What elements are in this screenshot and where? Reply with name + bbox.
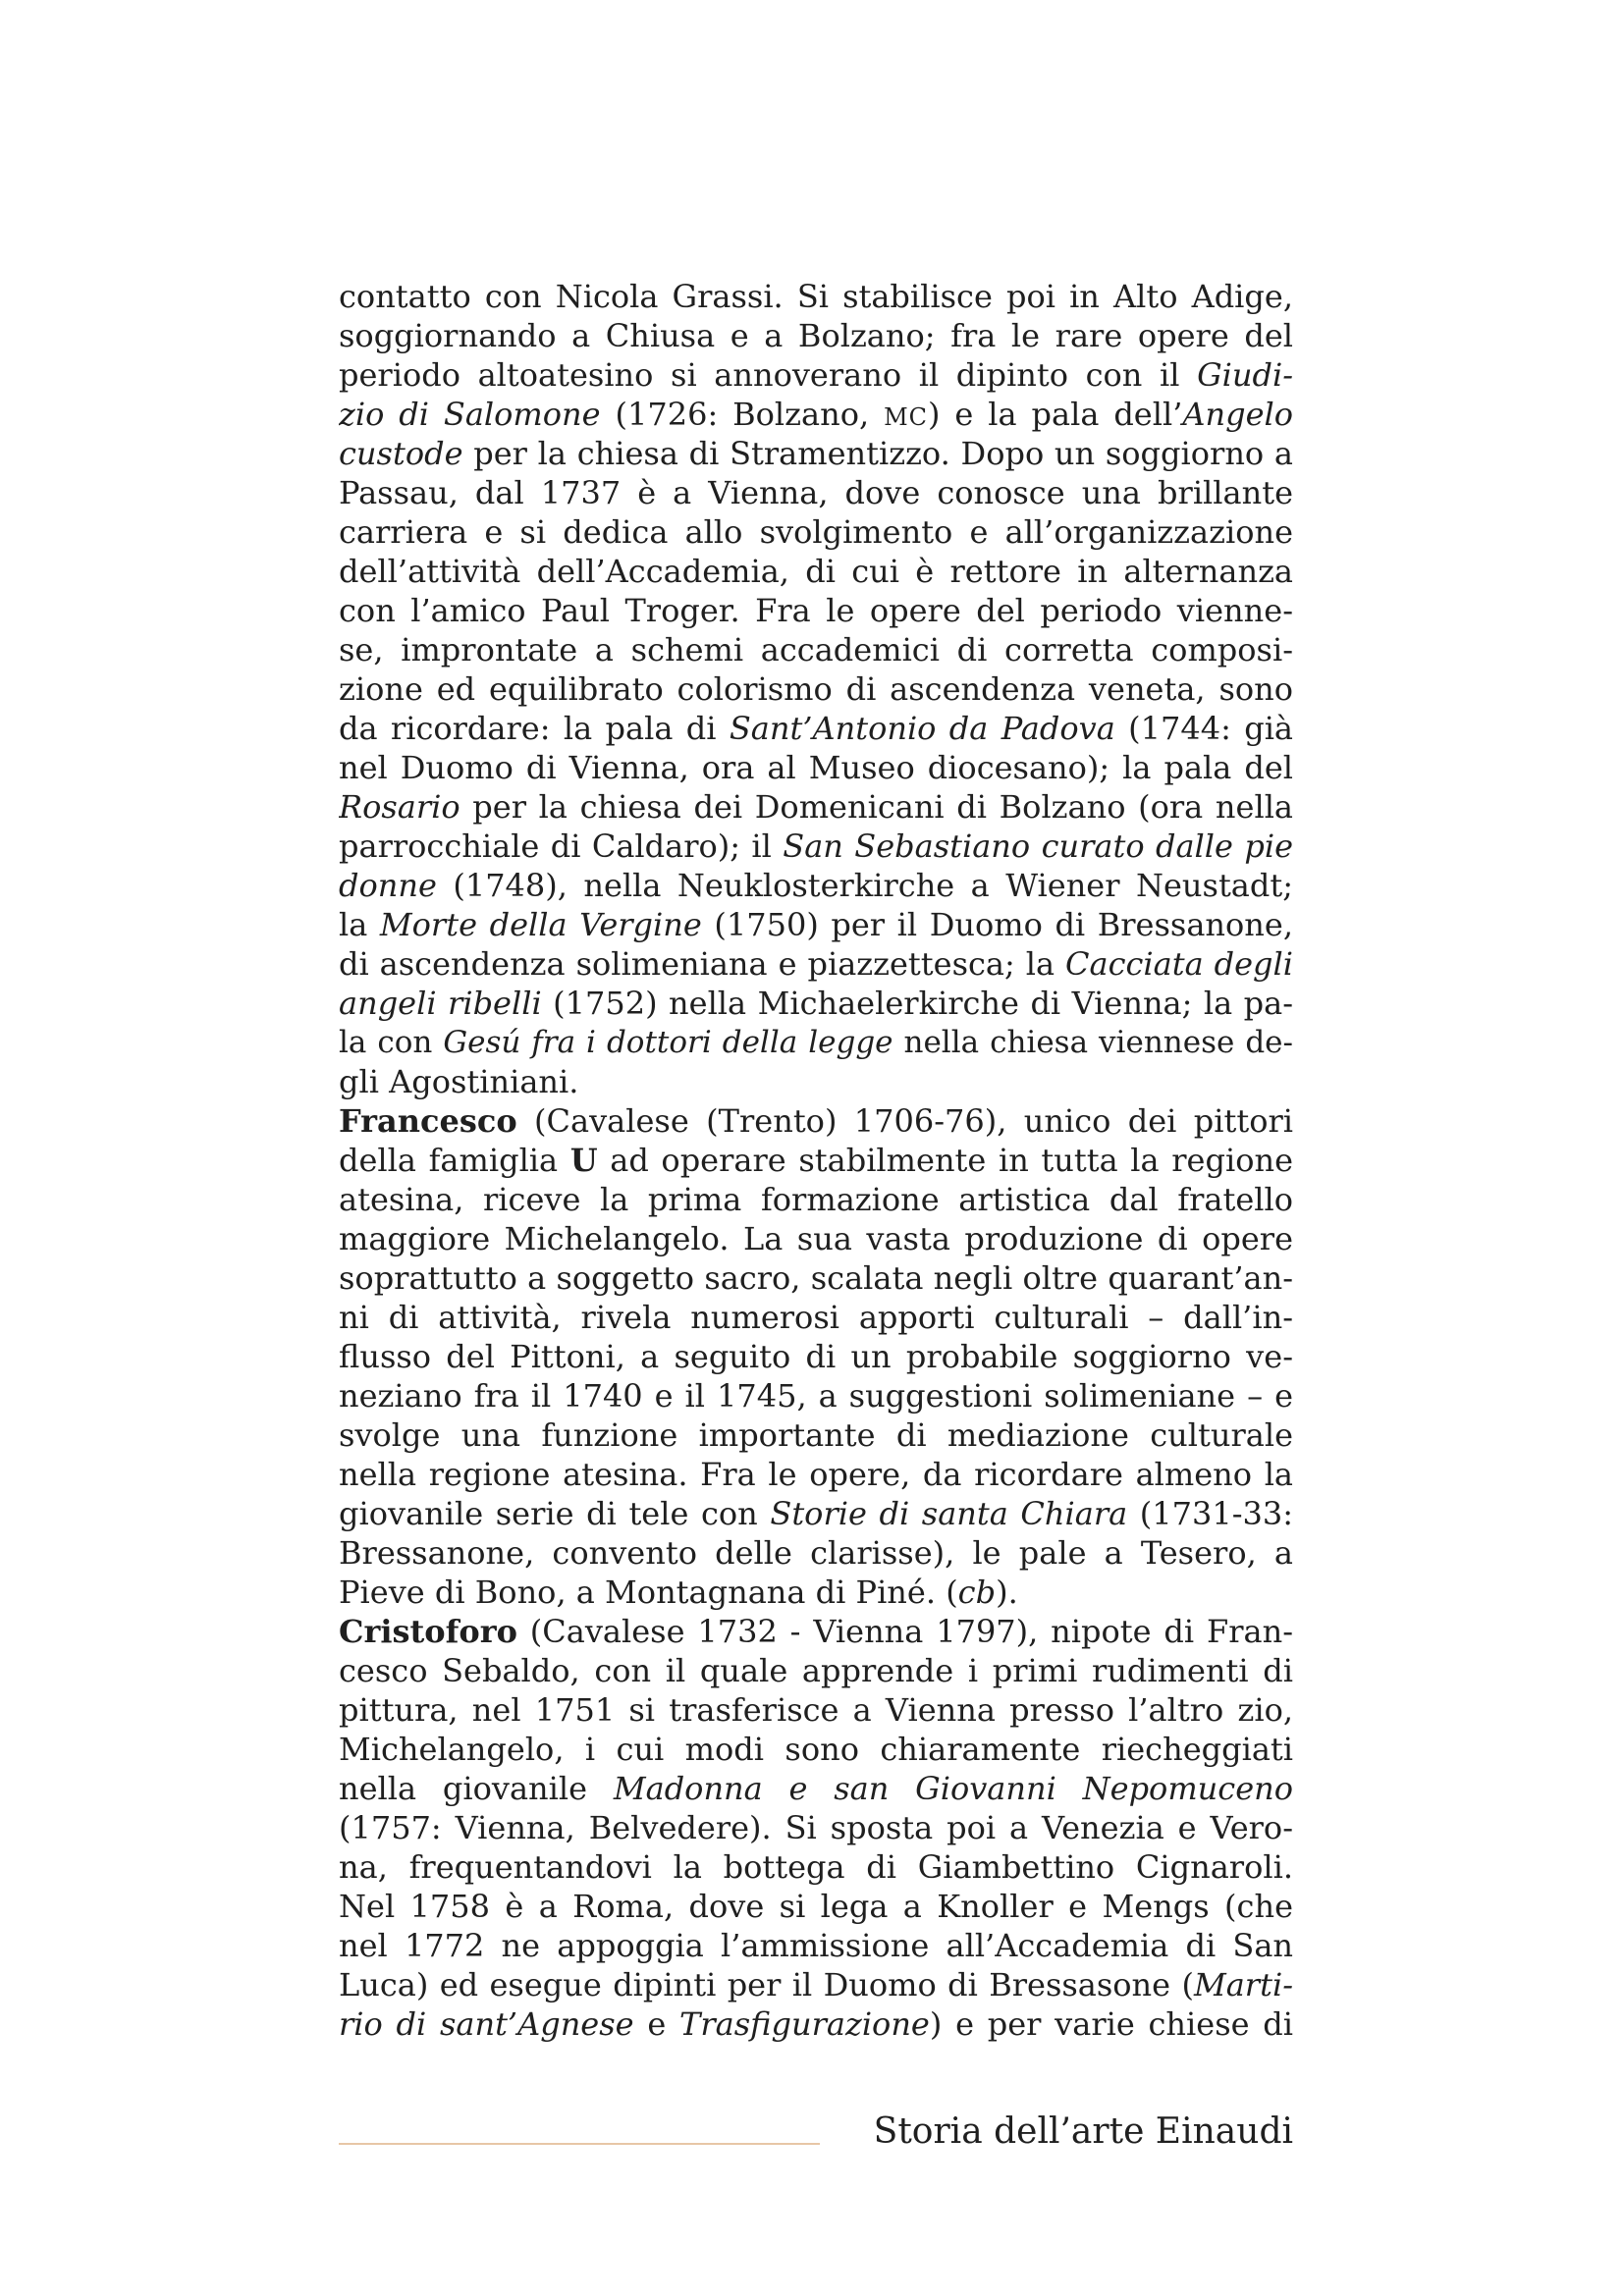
line-inner <box>339 670 1293 708</box>
footer-title: Storia dell’arte Einaudi <box>873 2111 1293 2152</box>
line-inner <box>339 1142 1293 1179</box>
text-line <box>339 1533 1293 1573</box>
text-run: cesco Sebaldo, con il quale apprende i primi rudimenti di <box>339 1652 1293 1689</box>
text-line <box>339 1808 1293 1847</box>
text-run: maggiore Michelangelo. La sua vasta produzione di opere <box>339 1220 1293 1257</box>
line-inner <box>339 1888 1293 1925</box>
text-line <box>339 434 1293 473</box>
text-run: e <box>633 2005 679 2043</box>
text-line <box>339 669 1293 709</box>
text-line <box>339 1769 1293 1808</box>
line-inner <box>339 1809 1293 1846</box>
text-run: per la chiesa dei Domenicani di Bolzano (ora nella <box>460 788 1293 826</box>
text-run: Francesco <box>339 1102 517 1140</box>
line-inner <box>339 1574 1018 1611</box>
text-run: Marti- <box>1193 1966 1293 2003</box>
text-line <box>339 1573 1293 1612</box>
text-line <box>339 1023 1293 1062</box>
line-inner <box>339 1848 1293 1886</box>
line-inner <box>339 435 1293 472</box>
line-inner <box>339 356 1293 394</box>
text-line <box>339 1847 1293 1887</box>
text-run: soggiornando a Chiusa e a Bolzano; fra le rare opere del <box>339 317 1293 354</box>
text-line <box>339 473 1293 512</box>
text-line <box>339 1455 1293 1494</box>
text-run: Storie di santa Chiara <box>770 1495 1128 1532</box>
text-line <box>339 1298 1293 1337</box>
text-run: contatto con Nicola Grassi. Si stabilisce poi in Alto Adige, <box>339 278 1293 315</box>
text-run: nel Duomo di Vienna, ora al Museo diocesano); la pala del <box>339 749 1293 786</box>
text-run: soprattutto a soggetto sacro, scalata negli oltre quarant’an- <box>339 1259 1293 1297</box>
text-run: (1752) nella Michaelerkirche di Vienna; la pa- <box>541 985 1293 1022</box>
line-inner <box>339 1927 1293 1964</box>
text-run: (1731-33: <box>1127 1495 1293 1532</box>
line-inner <box>339 553 1293 590</box>
line-inner <box>339 1770 1293 1807</box>
line-inner <box>339 867 1293 904</box>
line-inner <box>339 1220 1293 1257</box>
text-run: nella giovanile <box>339 1770 614 1807</box>
text-run: rio di sant’Agnese <box>339 2005 634 2043</box>
text-run: Bressanone, convento delle clarisse), le pale a Tesero, a <box>339 1534 1293 1572</box>
line-inner <box>339 1259 1293 1297</box>
line-inner <box>339 1495 1293 1532</box>
text-line <box>339 1965 1293 2004</box>
text-line <box>339 552 1293 591</box>
text-line <box>339 1651 1293 1690</box>
line-inner <box>339 1731 1293 1768</box>
line-inner <box>339 1456 1293 1493</box>
text-run: della famiglia <box>339 1142 570 1179</box>
line-inner <box>339 1063 578 1100</box>
text-line <box>339 2004 1293 2044</box>
text-run: per la chiesa di Stramentizzo. Dopo un soggiorno a <box>462 435 1293 472</box>
text-run: carriera e si dedica allo svolgimento e all’organizzazione <box>339 513 1293 551</box>
line-inner <box>339 985 1293 1022</box>
text-run: ) e per varie chiese di <box>929 2005 1293 2043</box>
text-run: (1726: Bolzano, <box>600 396 885 433</box>
text-run: Madonna e san Giovanni Nepomuceno <box>613 1770 1293 1807</box>
text-run: gli Agostiniani. <box>339 1063 579 1100</box>
line-inner <box>339 906 1293 943</box>
text-run: (1748), nella Neuklosterkirche a Wiener Neustadt; <box>436 867 1293 904</box>
text-run: svolge una funzione importante di mediazione culturale <box>339 1416 1293 1454</box>
text-run: na, frequentandovi la bottega di Giambettino Cignaroli. <box>339 1848 1293 1886</box>
text-run: (1744: già <box>1114 710 1293 747</box>
line-inner <box>339 474 1293 511</box>
text-line <box>339 866 1293 905</box>
line-inner <box>339 1613 1293 1650</box>
text-run: custode <box>339 435 463 472</box>
text-run: Passau, dal 1737 è a Vienna, dove conosce una brillante <box>339 474 1293 511</box>
text-run: se, improntate a schemi accademici di corretta composi- <box>339 631 1293 668</box>
text-run: (1750) per il Duomo di Bressanone, <box>701 906 1293 943</box>
line-inner <box>339 710 1293 747</box>
text-line <box>339 1219 1293 1258</box>
text-line <box>339 984 1293 1023</box>
text-run: neziano fra il 1740 e il 1745, a suggestioni solimeniane – e <box>339 1377 1293 1415</box>
text-run: U <box>569 1142 598 1179</box>
text-line <box>339 1180 1293 1219</box>
text-line <box>339 1101 1293 1141</box>
text-run: Trasfigurazione <box>679 2005 930 2043</box>
text-run: Gesú fra i dottori della legge <box>443 1025 893 1060</box>
text-line <box>339 1337 1293 1376</box>
line-inner <box>339 945 1293 983</box>
text-run: flusso del Pittoni, a seguito di un probabile soggiorno ve- <box>339 1338 1293 1375</box>
text-line <box>339 1415 1293 1455</box>
text-line <box>339 1494 1293 1533</box>
text-run: giovanile serie di tele con <box>339 1495 771 1532</box>
line-inner <box>339 2005 1293 2043</box>
text-run: periodo altoatesino si annoverano il dipinto con il <box>339 356 1198 394</box>
text-run: Morte della Vergine <box>379 906 702 943</box>
text-run: la con <box>339 1025 444 1060</box>
line-inner <box>339 396 1293 433</box>
line-inner <box>339 1025 1293 1060</box>
line-inner <box>339 631 1293 668</box>
line-inner <box>339 278 1293 315</box>
text-run: zione ed equilibrato colorismo di ascendenza veneta, sono <box>339 670 1293 708</box>
text-line <box>339 512 1293 552</box>
text-run: nel 1772 ne appoggia l’ammissione all’Accademia di San <box>339 1927 1293 1964</box>
text-line <box>339 1690 1293 1730</box>
text-line <box>339 316 1293 355</box>
line-inner <box>339 592 1293 629</box>
line-inner <box>339 1416 1293 1454</box>
line-inner <box>339 1299 1293 1336</box>
text-run: MC <box>884 403 929 431</box>
text-run: cb <box>957 1574 997 1611</box>
text-run: dell’attività dell’Accademia, di cui è rettore in alternanza <box>339 553 1293 590</box>
text-run: nella regione atesina. Fra le opere, da ricordare almeno la <box>339 1456 1293 1493</box>
text-run: Sant’Antonio da Padova <box>729 710 1115 747</box>
line-inner <box>339 1377 1293 1415</box>
line-inner <box>339 788 1293 826</box>
text-line <box>339 748 1293 787</box>
line-inner <box>339 828 1293 865</box>
text-line <box>339 277 1293 316</box>
text-run: Angelo <box>1182 396 1293 433</box>
text-line <box>339 1062 1293 1101</box>
text-line <box>339 1376 1293 1415</box>
footer-rule <box>339 2143 820 2145</box>
line-inner <box>339 1102 1293 1140</box>
text-run: ) e la pala dell’ <box>928 396 1183 433</box>
text-run: ad operare stabilmente in tutta la regione <box>597 1142 1293 1179</box>
text-line <box>339 944 1293 984</box>
text-run: donne <box>339 867 437 904</box>
text-line <box>339 905 1293 944</box>
text-line <box>339 827 1293 866</box>
text-run: ni di attività, rivela numerosi apporti culturali – dall’in- <box>339 1299 1293 1336</box>
text-run: Rosario <box>339 788 460 826</box>
text-line <box>339 1141 1293 1180</box>
text-line <box>339 1612 1293 1651</box>
line-inner <box>339 513 1293 551</box>
text-run: Cacciata degli <box>1065 945 1293 983</box>
text-run: Cristoforo <box>339 1613 517 1650</box>
text-run: zio di Salomone <box>339 396 601 433</box>
text-run: (1757: Vienna, Belvedere). Si sposta poi a Venezia e Vero- <box>339 1809 1293 1846</box>
text-run: da ricordare: la pala di <box>339 710 730 747</box>
text-run: angeli ribelli <box>339 985 542 1022</box>
line-inner <box>339 1966 1293 2003</box>
text-run: (Cavalese 1732 - Vienna 1797), nipote di Fran- <box>516 1613 1293 1650</box>
text-run: (Cavalese (Trento) 1706-76), unico dei pittori <box>516 1102 1293 1140</box>
text-run: di ascendenza solimeniana e piazzettesca; la <box>339 945 1066 983</box>
text-run: con l’amico Paul Troger. Fra le opere del periodo vienne- <box>339 592 1293 629</box>
text-line <box>339 1730 1293 1769</box>
text-line <box>339 709 1293 748</box>
line-inner <box>339 749 1293 786</box>
line-inner <box>339 317 1293 354</box>
text-run: Luca) ed esegue dipinti per il Duomo di Bressasone ( <box>339 1966 1194 2003</box>
text-run: Giudi- <box>1197 356 1293 394</box>
line-inner <box>339 1534 1293 1572</box>
text-line <box>339 1258 1293 1298</box>
line-inner <box>339 1652 1293 1689</box>
text-run: San Sebastiano curato dalle pie <box>783 828 1293 865</box>
text-line <box>339 1887 1293 1926</box>
text-run: nella chiesa viennese de- <box>893 1025 1293 1060</box>
line-inner <box>339 1691 1293 1729</box>
body-text <box>339 277 1293 2044</box>
text-line <box>339 630 1293 669</box>
text-line <box>339 1926 1293 1965</box>
text-run: atesina, riceve la prima formazione artistica dal fratello <box>339 1181 1293 1218</box>
text-run: Pieve di Bono, a Montagnana di Piné. ( <box>339 1574 958 1611</box>
text-line <box>339 395 1293 434</box>
text-run: ). <box>996 1574 1018 1611</box>
text-line <box>339 355 1293 395</box>
text-run: parrocchiale di Caldaro); il <box>339 828 784 865</box>
text-run: Michelangelo, i cui modi sono chiaramente riecheggiati <box>339 1731 1293 1768</box>
text-run: pittura, nel 1751 si trasferisce a Vienna presso l’altro zio, <box>339 1691 1293 1729</box>
text-line <box>339 591 1293 630</box>
line-inner <box>339 1181 1293 1218</box>
text-line <box>339 787 1293 827</box>
line-inner <box>339 1338 1293 1375</box>
text-run: la <box>339 906 380 943</box>
text-run: Nel 1758 è a Roma, dove si lega a Knoller e Mengs (che <box>339 1888 1293 1925</box>
